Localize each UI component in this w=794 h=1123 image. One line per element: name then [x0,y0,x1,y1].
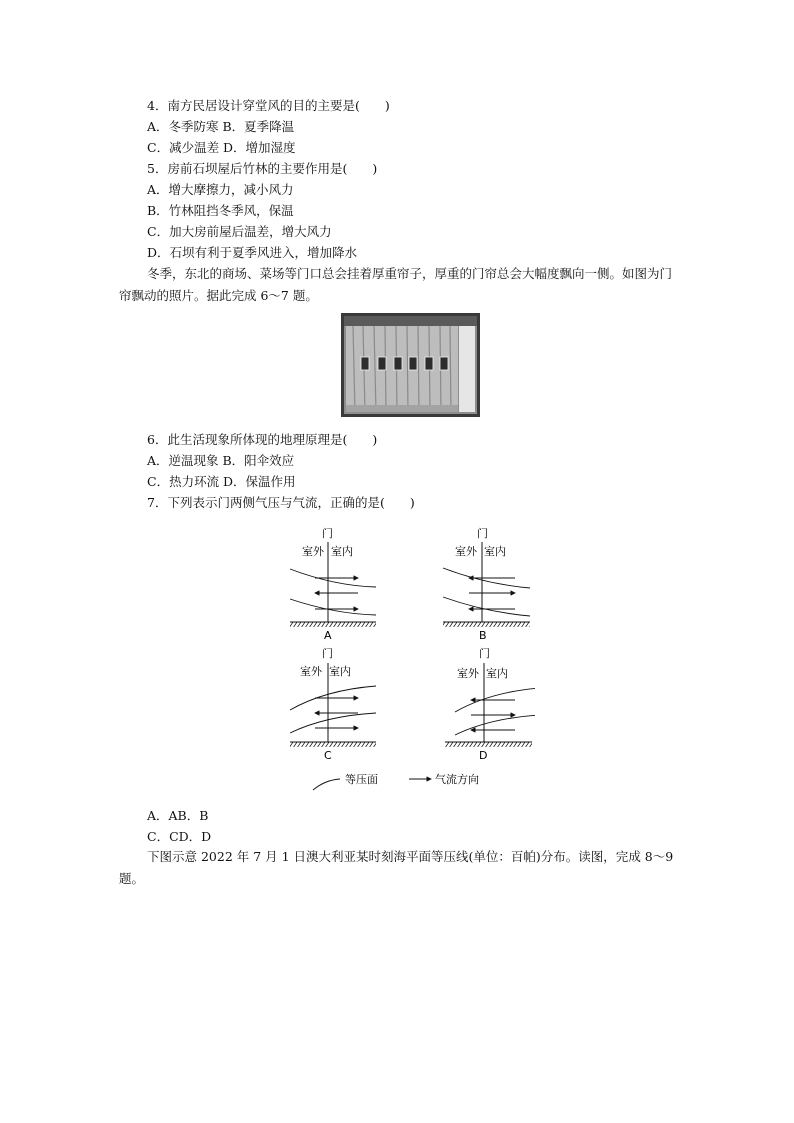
panel-c-inside-label: 室内 [329,665,351,678]
panel-d-door-label: 门 [479,647,490,660]
legend-isobar-label: 等压面 [345,773,378,786]
panel-d-letter: D [479,749,488,762]
intro-6-7 [119,263,679,307]
q5-option-a: A．增大摩擦力，减小风力 [147,182,294,197]
panel-b-door-label: 门 [477,527,488,540]
panel-a-door-label: 门 [322,527,333,540]
panel-c-door-label: 门 [322,647,333,660]
intro-8-9 [119,846,679,890]
panel-a [290,526,376,642]
panel-a-letter: A [324,629,332,642]
panel-c [290,646,376,762]
intro-6-7-text: 冬季，东北的商场、菜场等门口总会挂着厚重帘子，厚重的门帘总会大幅度飘向一侧。如图为门帘飘动的照片。据此完成 6～7 题。 [119,266,673,303]
panel-d-outside-label: 室外 [457,667,479,680]
panel-d [445,646,535,762]
panel-b-inside-label: 室内 [484,545,506,558]
panel-b-letter: B [479,629,487,642]
q7-stem: 7．下列表示门两侧气压与气流，正确的是( ) [147,495,415,510]
q4-stem: 4．南方民居设计穿堂风的目的主要是( ) [147,98,390,113]
q4-option-ab: A．冬季防寒 B．夏季降温 [147,119,295,134]
q4-option-cd: C．减少温差 D．增加湿度 [147,140,296,155]
q6-option-cd: C．热力环流 D．保温作用 [147,474,296,489]
panel-b-outside-label: 室外 [455,545,477,558]
panel-c-letter: C [324,749,332,762]
panel-c-outside-label: 室外 [300,665,322,678]
panel-b [443,526,530,642]
legend-flow-label: 气流方向 [435,773,479,786]
pressure-airflow-figure [285,520,535,795]
q5-option-d: D．石坝有利于夏季风进入，增加降水 [147,245,358,260]
panel-a-outside-label: 室外 [302,545,324,558]
door-curtain-photo [341,313,480,417]
q7-option-ab: A．AB．B [147,808,209,823]
q5-stem: 5．房前石坝屋后竹林的主要作用是( ) [147,161,378,176]
q5-option-b: B．竹林阻挡冬季风，保温 [147,203,294,218]
q7-option-cd: C．CD．D [147,829,212,844]
figure-legend [313,772,479,790]
q6-option-ab: A．逆温现象 B．阳伞效应 [147,453,295,468]
panel-a-inside-label: 室内 [331,545,353,558]
intro-8-9-text: 下图示意 2022 年 7 月 1 日澳大利亚某时刻海平面等压线(单位：百帕)分布。读图，完成 8～9 题。 [119,849,674,886]
panel-d-inside-label: 室内 [486,667,508,680]
q5-option-c: C．加大房前屋后温差，增大风力 [147,224,332,239]
q6-stem: 6．此生活现象所体现的地理原理是( ) [147,432,378,447]
